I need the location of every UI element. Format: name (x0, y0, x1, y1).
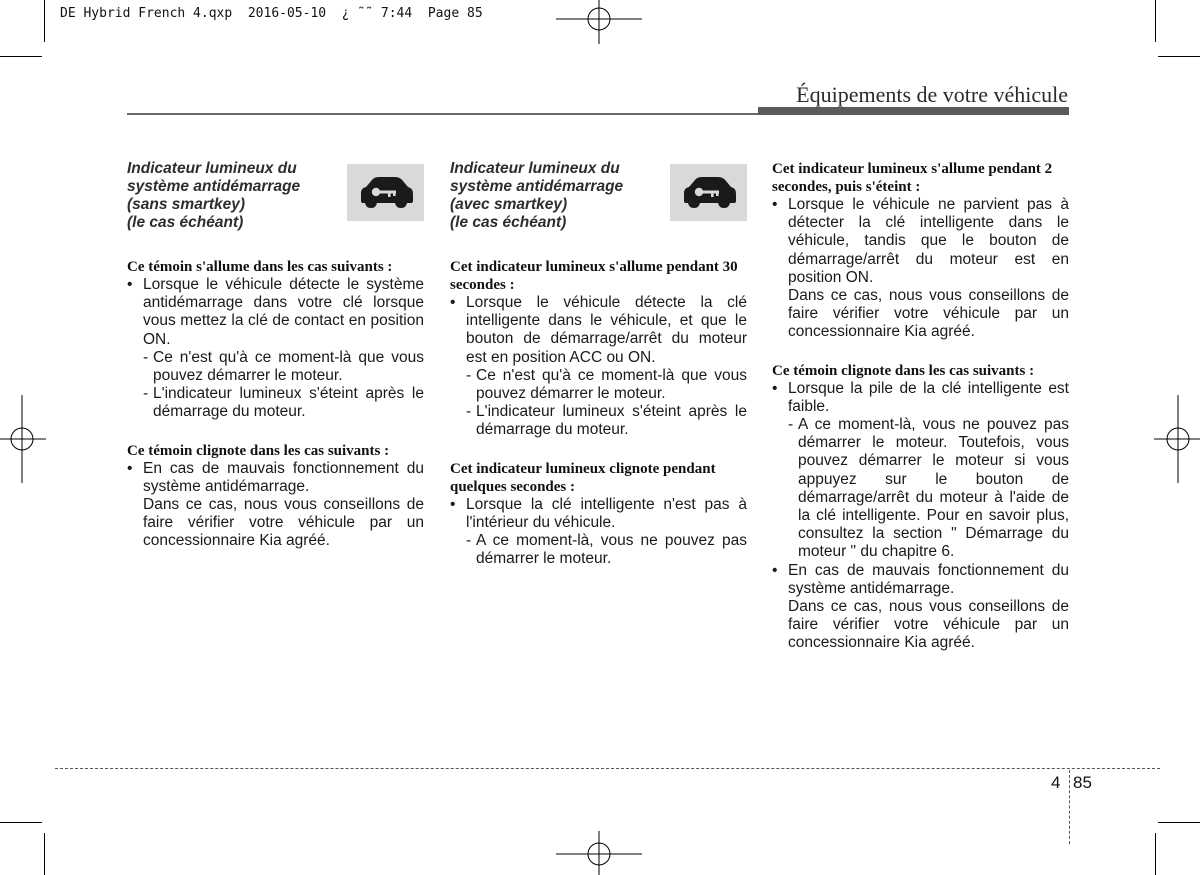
col1-s2-bullet: • En cas de mauvais fonctionnement du système antidémarrage. (127, 460, 424, 496)
col3-s2-bullet2: • En cas de mauvais fonctionnement du système antidémarrage. (772, 562, 1069, 598)
col1-s1-title: Ce témoin s'allume dans les cas suivants : (127, 259, 393, 275)
section-title: Équipements de votre véhicule (796, 82, 1068, 107)
footer-vertical-dashed-rule (1069, 770, 1070, 844)
heading-line: système antidémarrage (450, 178, 624, 195)
immobilizer-indicator-icon (670, 164, 747, 221)
page-number: 85 (1073, 773, 1092, 792)
col1-s1-dash1: - Ce n'est qu'à ce moment-là que vous pouvez démarrer le moteur. (143, 348, 424, 385)
column-2 (450, 160, 747, 568)
col3-s1-bullet: • Lorsque le véhicule ne parvient pas à détecter la clé intelligente dans le véhicule, tandis que le bouton de démarrage/arrêt du moteur est en position ON. (772, 196, 1069, 287)
heading-line: système antidémarrage (127, 178, 301, 195)
heading-line: (avec smartkey) (450, 196, 568, 213)
col3-s2-note: Dans ce cas, nous vous conseillons de faire vérifier votre véhicule par un concessionnaire Kia agréé. (788, 598, 1069, 652)
column-3 (772, 160, 1069, 653)
col2-heading-block (450, 160, 747, 240)
dash-text: A ce moment-là, vous ne pouvez pas démarrer le moteur. (476, 532, 747, 568)
col2-s1-title: Cet indicateur lumineux s'allume pendant 30 secondes : (450, 259, 738, 293)
col3-s1-title: Cet indicateur lumineux s'allume pendant 2 secondes, puis s'éteint : (772, 161, 1053, 195)
column-1 (127, 160, 424, 551)
header-rule-thin (127, 113, 758, 115)
dash-text: L'indicateur lumineux s'éteint après le démarrage du moteur. (476, 403, 747, 439)
col2-s2-dash1: - A ce moment-là, vous ne pouvez pas démarrer le moteur. (466, 532, 747, 568)
col2-s2-title: Cet indicateur lumineux clignote pendant quelques secondes : (450, 460, 716, 495)
chapter-number: 4 (1051, 773, 1061, 792)
col1-s2-title: Ce témoin clignote dans les cas suivants : (127, 442, 390, 459)
col3-s1-note: Dans ce cas, nous vous conseillons de faire vérifier votre véhicule par un concessionnaire Kia agréé. (788, 287, 1069, 341)
crop-mark-bottom-right-v (1155, 833, 1156, 875)
col1-heading (127, 160, 327, 232)
col1-s2-note: Dans ce cas, nous vous conseillons de faire vérifier votre véhicule par un concessionnaire Kia agréé. (143, 496, 424, 550)
col2-s1-bullet: • Lorsque le véhicule détecte la clé intelligente dans le véhicule, et que le bouton de démarrage/arrêt du moteur est en position ACC ou ON. (450, 294, 747, 367)
col1-s1-bullet: • Lorsque le véhicule détecte le système antidémarrage dans votre clé lorsque vous mettez la clé de contact en position ON. (127, 276, 424, 349)
col2-s1-dash2: - L'indicateur lumineux s'éteint après le démarrage du moteur. (466, 403, 747, 439)
heading-line: (le cas échéant) (450, 214, 567, 231)
header-rule-thick (758, 107, 1069, 115)
heading-line: Indicateur lumineux du (127, 160, 297, 177)
col3-s2-bullet1: • Lorsque la pile de la clé intelligente est faible. (772, 380, 1069, 416)
heading-line: (le cas échéant) (127, 214, 244, 231)
crop-mark-bottom-left-h (0, 822, 42, 823)
col3-s2-dash1: - A ce moment-là, vous ne pouvez pas démarrer le moteur. Toutefois, vous pouvez démarrer le moteur si vous appuyez sur le bouton de démarrage/arrêt du moteur à l'aide de la clé intelligente. Pour en savoir plus, consultez la section " Démarrage du moteur " du chapitre 6. (788, 416, 1069, 561)
col1-s1-dash2: - L'indicateur lumineux s'éteint après le démarrage du moteur. (143, 385, 424, 421)
registration-mark-bottom-icon (556, 831, 642, 875)
crop-mark-top-right-v (1155, 0, 1156, 42)
dash-text: A ce moment-là, vous ne pouvez pas démarrer le moteur. Toutefois, vous pouvez démarrer le moteur si vous appuyez sur le bouton de démarrage/arrêt du moteur à l'aide de la clé intelligente. Pour en savoir plus, consultez la section " Démarrage du moteur " du chapitre 6. (798, 416, 1069, 561)
col1-heading-block (127, 160, 424, 240)
col3-s2-title: Ce témoin clignote dans les cas suivants : (772, 362, 1035, 379)
print-slug: DE Hybrid French 4.qxp 2016-05-10 ¿ ˜˜ 7:44 Page 85 (60, 6, 483, 21)
dash-text: Ce n'est qu'à ce moment-là que vous pouvez démarrer le moteur. (476, 366, 747, 403)
col2-s1-dash1: - Ce n'est qu'à ce moment-là que vous pouvez démarrer le moteur. (466, 366, 747, 403)
dash-text: Ce n'est qu'à ce moment-là que vous pouvez démarrer le moteur. (153, 348, 424, 385)
heading-line: (sans smartkey) (127, 196, 246, 213)
crop-mark-top-left-v (44, 0, 45, 42)
crop-mark-bottom-right-h (1158, 822, 1200, 823)
col2-s2-bullet: • Lorsque la clé intelligente n'est pas à l'intérieur du véhicule. (450, 496, 747, 532)
col2-heading (450, 160, 650, 232)
immobilizer-indicator-icon (347, 164, 424, 221)
registration-mark-right-icon (1154, 395, 1200, 483)
crop-mark-bottom-left-v (44, 833, 45, 875)
footer-dashed-rule (55, 768, 1160, 769)
registration-mark-left-icon (0, 395, 46, 483)
crop-mark-top-left-h (0, 56, 42, 57)
heading-line: Indicateur lumineux du (450, 160, 620, 177)
registration-mark-top-icon (556, 0, 642, 44)
dash-text: L'indicateur lumineux s'éteint après le démarrage du moteur. (153, 385, 424, 421)
crop-mark-top-right-h (1158, 56, 1200, 57)
